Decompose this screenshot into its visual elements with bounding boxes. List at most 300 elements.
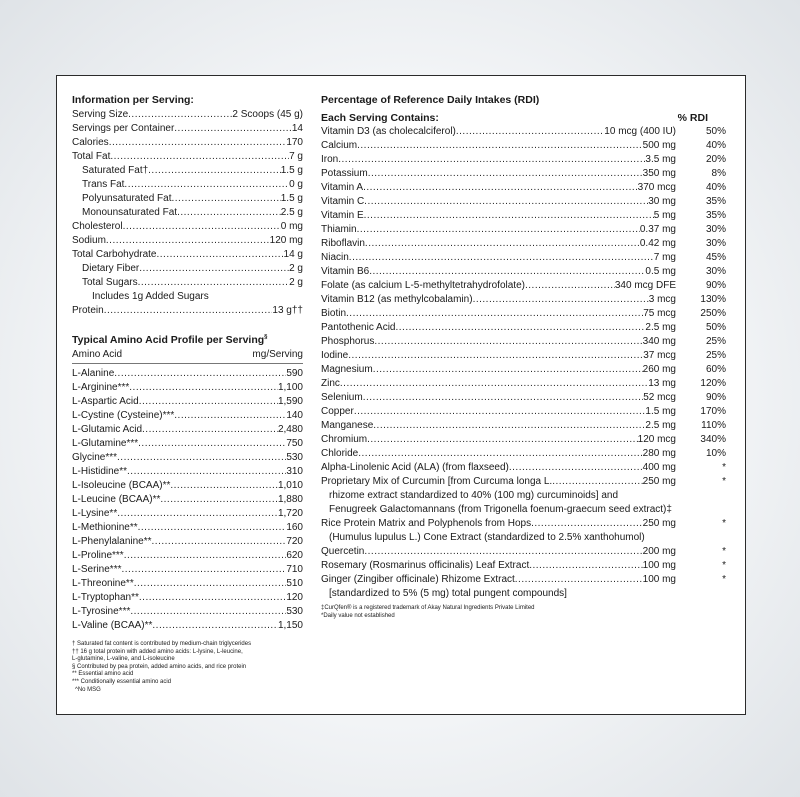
amino-footnote: L-glutamine, L-valine, and L-isoleucine [72, 656, 175, 662]
rdi-row [321, 293, 726, 307]
info-label: Calories [72, 137, 109, 148]
leader-dots [363, 181, 638, 195]
amino-value: 1,880 [277, 494, 303, 505]
leader-dots [129, 381, 278, 395]
rdi-pct: 340% [700, 434, 726, 445]
info-value: 0 mg [280, 221, 303, 232]
leader-dots [138, 437, 286, 451]
rdi-col-header [321, 110, 726, 125]
rdi-row [321, 391, 726, 405]
rdi-label: Quercetin [321, 546, 365, 557]
rdi-pct: 90% [705, 392, 726, 403]
rdi-amount: 340 mg [642, 336, 676, 347]
info-row [72, 150, 303, 164]
leader-dots [358, 447, 642, 461]
rdi-amount: 7 mg [653, 252, 676, 263]
leader-dots [104, 304, 273, 318]
info-label: Total Sugars [82, 277, 138, 288]
info-value: 14 g [283, 249, 303, 260]
info-row [72, 108, 303, 122]
info-label: Servings per Container [72, 123, 175, 134]
leader-dots [473, 293, 649, 307]
info-value: 1.5 g [280, 193, 303, 204]
leader-dots [346, 307, 643, 321]
info-value: 120 mg [269, 235, 303, 246]
amino-value: 720 [286, 536, 303, 547]
info-label: Serving Size [72, 109, 129, 120]
info-row [72, 276, 303, 290]
leader-dots [374, 335, 642, 349]
amino-row [72, 437, 303, 451]
info-row [72, 178, 303, 192]
rdi-row [321, 195, 726, 209]
rdi-row [321, 405, 726, 419]
info-row [72, 122, 303, 136]
rdi-pct-header: % RDI [677, 112, 708, 124]
amino-value: 160 [286, 522, 303, 533]
info-rows [72, 108, 303, 318]
rdi-amount: 100 mg [642, 574, 676, 585]
amino-footnote: † Saturated fat content is contributed by medium-chain triglycerides [72, 641, 252, 647]
info-value: 2 g [289, 277, 303, 288]
leader-dots [157, 248, 284, 262]
amino-label: L-Glutamine*** [72, 438, 139, 449]
rdi-amount: 0.5 mg [645, 266, 676, 277]
amino-footnote: *** Conditionally essential amino acid [72, 678, 172, 685]
rdi-amount: 1.5 mg [645, 406, 676, 417]
rdi-amount: 5 mg [653, 210, 676, 221]
rdi-amount: 120 mcg [637, 434, 676, 445]
rdi-amount: 3 mcg [648, 294, 676, 305]
rdi-amount: 37 mcg [643, 350, 676, 361]
leader-dots [340, 377, 648, 391]
leader-dots [373, 419, 645, 433]
rdi-row [321, 209, 726, 223]
leader-dots [114, 367, 286, 381]
rdi-pct: 90% [705, 280, 726, 291]
amino-label: L-Methionine** [72, 522, 138, 533]
leader-dots [152, 535, 287, 549]
rdi-label: Manganese [321, 420, 374, 431]
info-label: Total Carbohydrate [72, 249, 157, 260]
rdi-row [321, 265, 726, 279]
amino-value: 1,100 [277, 382, 303, 393]
rdi-row [321, 447, 726, 461]
info-label: Sodium [72, 235, 106, 246]
amino-value: 310 [286, 466, 303, 477]
leader-dots [529, 559, 642, 573]
leader-dots [174, 122, 292, 136]
rdi-pct: * [722, 462, 726, 473]
rdi-amount: 2.5 mg [645, 420, 676, 431]
amino-label: L-Isoleucine (BCAA)** [72, 480, 171, 491]
rdi-amount: 75 mcg [643, 308, 676, 319]
info-value: 2 g [289, 263, 303, 274]
rdi-amount: 13 mg [648, 378, 676, 389]
leader-dots [364, 195, 648, 209]
leader-dots [357, 223, 640, 237]
leader-dots [138, 521, 287, 535]
rdi-pct: 50% [705, 126, 726, 137]
rdi-label: Vitamin D3 (as cholecalciferol) [321, 126, 456, 137]
rdi-title: Percentage of Reference Daily Intakes (RDI) [321, 94, 540, 106]
amino-label: L-Proline*** [72, 550, 124, 561]
leader-dots [509, 461, 643, 475]
info-label: Polyunsaturated Fat [82, 193, 172, 204]
amino-label: L-Lysine** [72, 508, 118, 519]
rdi-label: Ginger (Zingiber officinale) Rhizome Extract [321, 574, 515, 585]
rdi-pct: 170% [700, 406, 726, 417]
leader-dots [139, 395, 278, 409]
leader-dots [121, 563, 286, 577]
info-row [72, 248, 303, 262]
leader-dots [354, 405, 646, 419]
leader-dots [124, 178, 289, 192]
rdi-label: Thiamin [321, 224, 357, 235]
no-msg-note: ^No MSG [75, 687, 101, 693]
amino-value: 510 [286, 578, 303, 589]
amino-label: L-Arginine*** [72, 382, 130, 393]
amino-row [72, 367, 303, 381]
amino-row [72, 549, 303, 563]
info-row [72, 192, 303, 206]
amino-row [72, 535, 303, 549]
rdi-footnotes [321, 605, 726, 620]
leader-dots [456, 125, 604, 139]
rdi-row-curcumin: Proprietary Mix of Curcumin [from Curcuma longa L. ..... 250 mg * [321, 475, 726, 489]
leader-dots [172, 192, 281, 206]
leader-dots [123, 220, 281, 234]
info-value: 2.5 g [280, 207, 303, 218]
rdi-label: Niacin [321, 252, 349, 263]
leader-dots [134, 577, 287, 591]
amino-value: 1,720 [277, 508, 303, 519]
rdi-amount: 280 mg [642, 448, 676, 459]
rdi-amount: 260 mg [642, 364, 676, 375]
rdi-rows [321, 125, 726, 475]
amino-row [72, 395, 303, 409]
rdi-pct: 25% [705, 336, 726, 347]
curcumin-cont-2: Fenugreek Galactomannans (from Trigonella foenum-graecum seed extract)‡ [329, 504, 672, 515]
rdi-amount: 30 mg [648, 196, 676, 207]
leader-dots [148, 164, 281, 178]
info-row [72, 234, 303, 248]
info-row [72, 304, 303, 318]
amino-col-label: Amino Acid [72, 349, 123, 360]
leader-dots [117, 507, 278, 521]
rdi-row [321, 433, 726, 447]
info-row [72, 262, 303, 276]
rdi-pct: 50% [705, 322, 726, 333]
right-column [321, 92, 726, 620]
amino-row [72, 563, 303, 577]
amino-label: Glycine*** [72, 452, 118, 463]
rdi-amount: 200 mg [642, 546, 676, 557]
amino-label: L-Glutamic Acid [72, 424, 143, 435]
rdi-label: Calcium [321, 140, 358, 151]
amino-label: L-Leucine (BCAA)** [72, 494, 161, 505]
rdi-pct: 45% [705, 252, 726, 263]
rdi-each: Each Serving Contains: [321, 112, 439, 124]
amino-row [72, 619, 303, 633]
amino-label: L-Tryptophan** [72, 592, 139, 603]
rdi-row [321, 573, 726, 587]
rdi-label: Vitamin A [321, 182, 364, 193]
info-value: 170 [286, 137, 303, 148]
rdi-pct: 30% [705, 238, 726, 249]
amino-label: L-Tyrosine*** [72, 606, 131, 617]
leader-dots [106, 234, 270, 248]
rdi-pct: 35% [705, 196, 726, 207]
amino-label: L-Histidine** [72, 466, 128, 477]
amino-value: 1,010 [277, 480, 303, 491]
amino-row [72, 521, 303, 535]
rdi-pct: 8% [711, 168, 726, 179]
rdi-pct: 10% [705, 448, 726, 459]
rdi-label: Zinc [321, 378, 340, 389]
leader-dots [525, 279, 615, 293]
amino-label: L-Serine*** [72, 564, 122, 575]
info-value: 2 Scoops (45 g) [232, 109, 303, 120]
info-value: 1.5 g [280, 165, 303, 176]
rdi-amount: 52 mcg [643, 392, 676, 403]
rdi-amount: 340 mcg DFE [614, 280, 676, 291]
rdi-label: Chromium [321, 434, 368, 445]
rdi-label: Copper [321, 406, 354, 417]
rdi-pct: * [722, 546, 726, 557]
amino-footnote: ** Essential amino acid [72, 671, 134, 677]
rdi-pct: 25% [705, 350, 726, 361]
rdi-label: Potassium [321, 168, 368, 179]
amino-row [72, 409, 303, 423]
rdi-row [321, 377, 726, 391]
info-value: 0 g [289, 179, 303, 190]
leader-dots [170, 479, 278, 493]
info-label: Protein [72, 305, 104, 316]
rdi-label: Vitamin B12 (as methylcobalamin) [321, 294, 473, 305]
info-title: Information per Serving: [72, 94, 194, 106]
leader-dots [177, 206, 281, 220]
rdi-pct: 40% [705, 182, 726, 193]
leader-dots [110, 150, 289, 164]
leader-dots [124, 549, 287, 563]
rdi-row-rice: Rice Protein Matrix and Polyphenols from Hops ..... 250 mg * [321, 517, 726, 531]
rdi-amount: 3.5 mg [645, 154, 676, 165]
amino-footnote: †† 16 g total protein with added amino acids: L-lysine, L-leucine, [72, 648, 243, 655]
rdi-footnote: ‡CurQfen® is a registered trademark of Akay Natural Ingredients Private Limited [321, 605, 535, 611]
amino-value: 710 [286, 564, 303, 575]
info-row [72, 220, 303, 234]
rdi-amount: 100 mg [642, 560, 676, 571]
amino-row [72, 479, 303, 493]
rdi-label: Iron [321, 154, 339, 165]
leader-dots [367, 433, 638, 447]
leader-dots [369, 265, 645, 279]
rdi-label: Pantothenic Acid [321, 322, 396, 333]
rdi-pct: 35% [705, 210, 726, 221]
info-row [72, 206, 303, 220]
info-label: Total Fat [72, 151, 111, 162]
info-value: 14 [291, 123, 303, 134]
amino-footnotes [72, 641, 303, 686]
amino-label: L-Alanine [72, 368, 115, 379]
leader-dots [396, 321, 646, 335]
rdi-label: Phosphorus [321, 336, 375, 347]
rdi-label: Vitamin B6 [321, 266, 370, 277]
amino-value: 2,480 [277, 424, 303, 435]
leader-dots [363, 391, 644, 405]
leader-dots [139, 262, 289, 276]
leader-dots [348, 349, 643, 363]
rdi-pct: 130% [700, 294, 726, 305]
leader-dots [139, 591, 286, 605]
leader-dots [142, 423, 278, 437]
amino-value: 1,150 [277, 620, 303, 631]
rdi-row [321, 167, 726, 181]
rdi-amount: 400 mg [642, 462, 676, 473]
rdi-label: Magnesium [321, 364, 373, 375]
rdi-row [321, 279, 726, 293]
rdi-row [321, 307, 726, 321]
amino-label: L-Cystine (Cysteine)*** [72, 410, 175, 421]
amino-row [72, 381, 303, 395]
rdi-row [321, 237, 726, 251]
rdi-pct: 60% [705, 364, 726, 375]
amino-label: L-Threonine** [72, 578, 134, 589]
rdi-label: Folate (as calcium L-5-methyltetrahydrofolate) [321, 280, 525, 291]
info-label: Saturated Fat† [82, 165, 149, 176]
leader-dots [160, 493, 278, 507]
amino-title: Typical Amino Acid Profile per Serving§ [72, 334, 268, 346]
amino-value: 140 [286, 410, 303, 421]
rdi-row [321, 223, 726, 237]
info-value: 13 g†† [272, 305, 303, 316]
leader-dots [117, 451, 286, 465]
amino-label: L-Valine (BCAA)** [72, 620, 153, 631]
leader-dots [152, 619, 278, 633]
rdi-amount: 0.37 mg [639, 224, 676, 235]
curcumin-cont-1: rhizome extract standardized to 40% (100 mg) curcuminoids] and [329, 490, 619, 501]
amino-col-header [72, 348, 303, 364]
amino-row [72, 605, 303, 619]
leader-dots [515, 573, 643, 587]
rdi-pct: 30% [705, 266, 726, 277]
rdi-pct: 20% [705, 154, 726, 165]
rdi-label: Iodine [321, 350, 349, 361]
rdi-label: Selenium [321, 392, 363, 403]
rdi-row [321, 125, 726, 139]
amino-row [72, 507, 303, 521]
amino-rows [72, 367, 303, 633]
rdi-pct: 120% [700, 378, 726, 389]
rdi-label: Alpha-Linolenic Acid (ALA) (from flaxseed) [321, 462, 509, 473]
rdi-footnote: *Daily value not established [321, 612, 395, 619]
amino-row [72, 465, 303, 479]
rdi-amount: 500 mg [642, 140, 676, 151]
rdi-label: Rosemary (Rosmarinus officinalis) Leaf Extract [321, 560, 530, 571]
rdi-label: Vitamin C [321, 196, 365, 207]
amino-value: 1,590 [277, 396, 303, 407]
rdi-amount: 2.5 mg [645, 322, 676, 333]
rdi-row [321, 545, 726, 559]
rdi-row [321, 321, 726, 335]
leader-dots [357, 139, 643, 153]
amino-value: 750 [286, 438, 303, 449]
rdi-pct: 40% [705, 140, 726, 151]
rdi-row [321, 181, 726, 195]
rdi-row [321, 363, 726, 377]
info-row [72, 164, 303, 178]
left-column [72, 92, 303, 686]
rdi-label: Riboflavin [321, 238, 365, 249]
leader-dots [338, 153, 645, 167]
info-label: Trans Fat [82, 179, 125, 190]
rdi-pct: 110% [701, 420, 726, 431]
rdi-row [321, 349, 726, 363]
info-label: Dietary Fiber [82, 263, 140, 274]
info-label: Monounsaturated Fat [82, 207, 178, 218]
amino-col-value: mg/Serving [252, 349, 303, 360]
rdi-pct: * [722, 574, 726, 585]
rdi-amount: 370 mcg [637, 182, 676, 193]
ginger-cont: [standardized to 5% (5 mg) total pungent compounds] [329, 588, 567, 599]
leader-dots [364, 209, 654, 223]
amino-row [72, 493, 303, 507]
rdi-row [321, 335, 726, 349]
leader-dots [138, 276, 290, 290]
leader-dots [368, 167, 643, 181]
amino-label: L-Phenylalanine** [72, 536, 152, 547]
amino-value: 590 [286, 368, 303, 379]
added-sugars: Includes 1g Added Sugars [92, 291, 209, 302]
rdi-amount: 10 mcg (400 IU) [604, 126, 676, 137]
rdi-row [321, 419, 726, 433]
rdi-row [321, 153, 726, 167]
amino-value: 530 [286, 452, 303, 463]
amino-label: L-Aspartic Acid [72, 396, 139, 407]
rdi-label: Vitamin E [321, 210, 364, 221]
amino-value: 620 [286, 550, 303, 561]
rdi-pct: * [722, 560, 726, 571]
rdi-row [321, 251, 726, 265]
rdi-amount: 350 mg [642, 168, 676, 179]
leader-dots [364, 545, 642, 559]
rdi-label: Chloride [321, 448, 359, 459]
info-value: 7 g [289, 151, 303, 162]
amino-row [72, 423, 303, 437]
amino-row [72, 591, 303, 605]
leader-dots [109, 136, 287, 150]
amino-value: 530 [286, 606, 303, 617]
rdi-row [321, 139, 726, 153]
info-row [72, 136, 303, 150]
leader-dots [130, 605, 286, 619]
rdi-amount: 0.42 mg [639, 238, 676, 249]
info-label: Cholesterol [72, 221, 123, 232]
rdi-pct: 250% [700, 308, 726, 319]
amino-row [72, 577, 303, 591]
rice-cont-1: (Humulus lupulus L.) Cone Extract (standardized to 2.5% xanthohumol) [329, 532, 645, 543]
rdi-tail-rows [321, 545, 726, 587]
leader-dots [349, 251, 654, 265]
rdi-pct: 30% [705, 224, 726, 235]
supplement-facts-panel [56, 75, 746, 715]
amino-value: 120 [286, 592, 303, 603]
leader-dots [365, 237, 640, 251]
rdi-label: Biotin [321, 308, 347, 319]
leader-dots [128, 108, 232, 122]
leader-dots [127, 465, 286, 479]
